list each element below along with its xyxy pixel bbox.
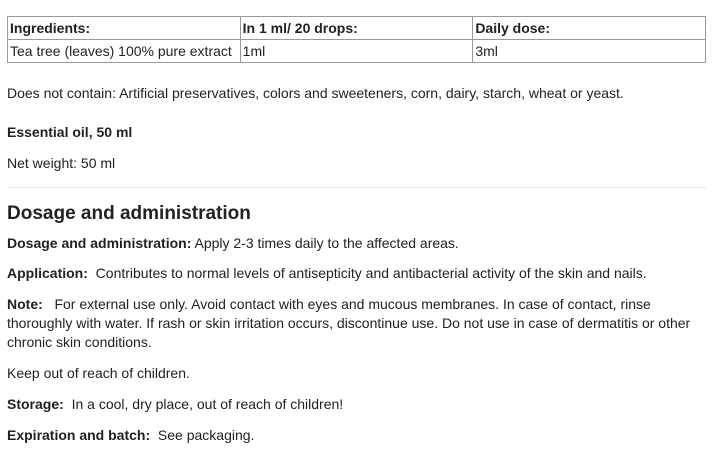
header-per-ml: In 1 ml/ 20 drops: [240, 17, 473, 40]
does-not-contain-text: Does not contain: Artificial preservatives, colors and sweeteners, corn, dairy, starch, wheat or yeast. [7, 85, 624, 101]
section-divider [7, 187, 706, 188]
product-info [7, 16, 706, 445]
application-label: Application: [7, 265, 88, 281]
expiration-label: Expiration and batch: [7, 427, 151, 443]
application-text: Contributes to normal levels of antisepticity and antibacterial activity of the skin and nails. [95, 265, 647, 281]
cell-daily-dose: 3ml [473, 40, 706, 63]
note-text: For external use only. Avoid contact with eyes and mucous membranes. In case of contact, rinse thoroughly with water. If rash or skin irritation occurs, discontinue use. Do not use in case of dermatitis or other chronic skin conditions. [7, 296, 691, 350]
expiration-text: See packaging. [157, 427, 255, 443]
net-weight-text: Net weight: 50 ml [7, 155, 116, 171]
section-heading: Dosage and administration [7, 203, 251, 224]
dosage-label: Dosage and administration: [7, 235, 192, 251]
storage-text: In a cool, dry place, out of reach of children! [71, 396, 344, 412]
cell-per-ml: 1ml [240, 40, 473, 63]
product-title: Essential oil, 50 ml [7, 124, 133, 140]
table-row [8, 40, 706, 63]
header-daily-dose: Daily dose: [473, 17, 706, 40]
application-paragraph [7, 264, 706, 283]
cell-ingredient: Tea tree (leaves) 100% pure extract [8, 40, 241, 63]
ingredients-table [7, 16, 706, 63]
dosage-paragraph [7, 234, 706, 253]
header-ingredients: Ingredients: [8, 17, 241, 40]
keep-out-text: Keep out of reach of children. [7, 365, 190, 381]
note-paragraph [7, 295, 706, 352]
expiration-paragraph [7, 426, 706, 445]
note-label: Note: [7, 296, 43, 312]
storage-label: Storage: [7, 396, 64, 412]
table-header-row [8, 17, 706, 40]
dosage-text: Apply 2-3 times daily to the affected areas. [194, 235, 459, 251]
storage-paragraph [7, 395, 706, 414]
